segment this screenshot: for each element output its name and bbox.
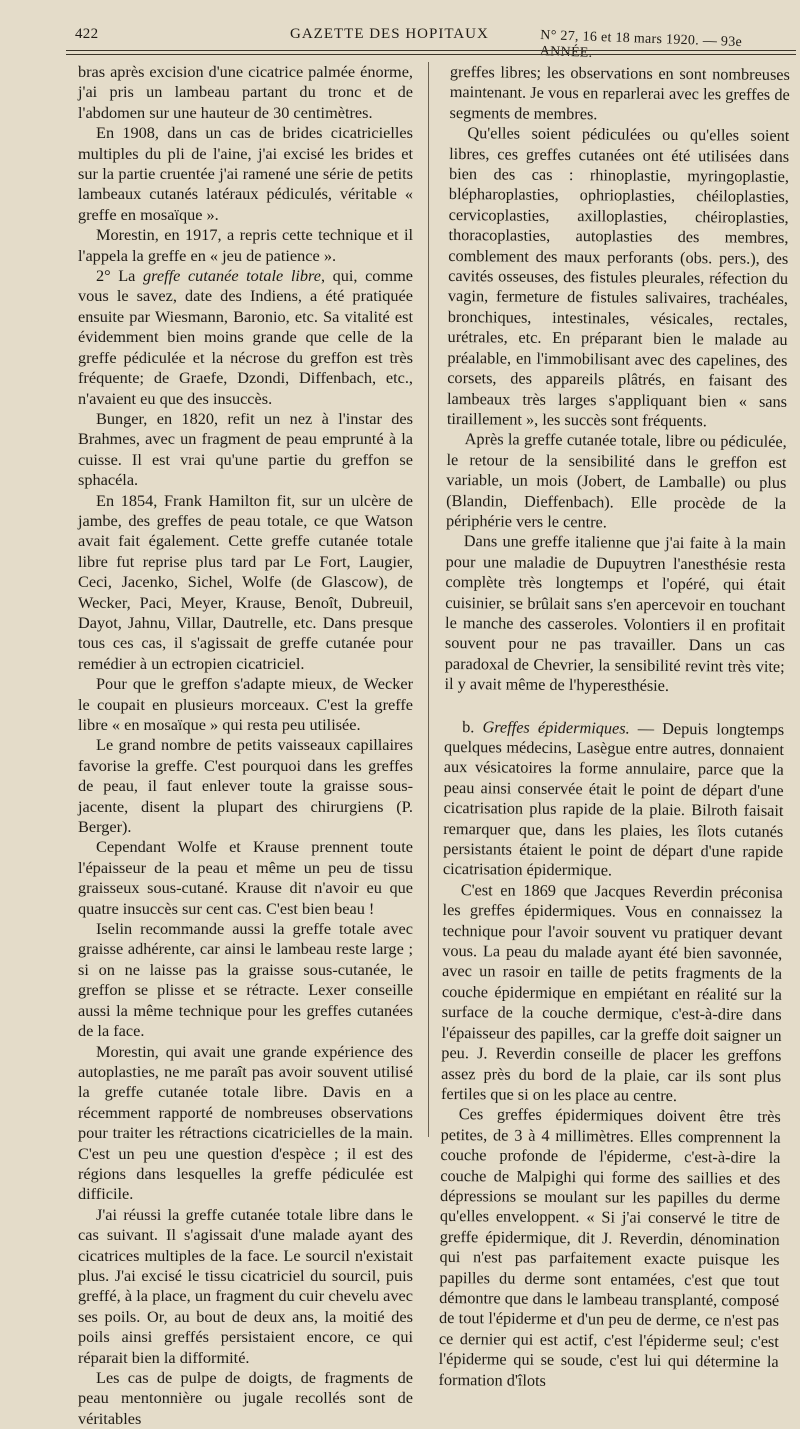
journal-title: GAZETTE DES HOPITAUX (290, 26, 489, 42)
paragraph: Dans une greffe italienne que j'ai faite à la main pour une maladie de Dupuytren l'anesthésie resta complète très longtemps et l'opéré, qui était cuisinier, se brûlait sans s'en apercevoir en touchant le manche des casseroles. Volontiers il en profitait souvent pour ne pas travailler. Dans un cas paradoxal de Chevrier, la sensibilité revint très vite; il y avait même de l'hyperesthésie. (444, 531, 786, 696)
header-rule (66, 50, 796, 51)
italic-term: greffe cutanée totale libre (143, 266, 321, 286)
right-column (438, 62, 790, 1390)
paragraph: Ces greffes épidermiques doivent être très petites, de 3 à 4 millimètres. Elles comprennent la couche profonde de l'épiderme, c'est-à-dire la couche de Malpighi qui forme des saillies et des dépressions se moulant sur les papilles du derme qu'elles enveloppent. « Si j'ai conservé le titre de greffe épidermique, dit J. Reverdin, dénomination qui n'est pas parfaitement exacte puisque les papilles du derme sont entamées, c'est que tout démontre que dans le lambeau transplanté, composé de tout l'épiderme et d'un peu de derme, ce n'est pas ce dernier qui est actif, c'est l'épiderme seul; c'est l'épiderme qui se soude, c'est lui qui détermine la formation d'îlots (438, 1104, 781, 1390)
column-divider (428, 62, 429, 1137)
paragraph: J'ai réussi la greffe cutanée totale libre dans le cas suivant. Il s'agissait d'une malade ayant des cicatrices multiples de la face. Le sourcil n'existait plus. J'ai excisé le tissu cicatriciel du sourcil, puis greffé, à la place, un fragment du cuir chevelu avec ses poils. Or, au bout de deux ans, la moitié des poils ainsi greffés persistaient encore, ce qui réparait bien la difformité. (78, 1204, 413, 1367)
page-header (70, 14, 790, 61)
page-number: 422 (75, 26, 99, 42)
header-rule-double (66, 54, 796, 55)
paragraph (78, 266, 413, 409)
paragraph-lead: b. (462, 716, 483, 736)
paragraph: Iselin recommande aussi la greffe totale avec graisse adhérente, car ainsi le lambeau reste large ; si on ne laisse pas la graisse sous-cutanée, le greffon se plisse et se rétracte. Lexer conseille aussi la même technique pour les greffes cutanées de la face. (78, 919, 413, 1041)
paragraph: Morestin, qui avait une grande expérience des autoplasties, ne me paraît pas avoir souvent utilisé la greffe cutanée totale libre. Davis en a récemment rapporté de nombreuses observations pour traiter les rétractions cicatricielles de la main. C'est un peu une question d'espèce ; il est des régions dans lesquelles la greffe pédiculée est difficile. (78, 1041, 413, 1204)
paragraph: Cependant Wolfe et Krause prennent toute l'épaisseur de la peau et même un peu de tissu graisseux sous-cutané. Krause dit n'avoir eu que quatre insuccès sur cent cas. C'est bien beau ! (78, 837, 413, 918)
paragraph: Après la greffe cutanée totale, libre ou pédiculée, le retour de la sensibilité dans le greffon est variable, un mois (Jobert, de Lamballe) ou plus (Blandin, Dieffenbach). Elle procède de la périphérie vers le centre. (445, 429, 787, 532)
paragraph: C'est en 1869 que Jacques Reverdin préconisa les greffes épidermiques. Vous en connaissez la technique pour l'avoir souvent vu pratiquer devant vous. La peau du malade ayant été bien savonnée, avec un rasoir en taille de petits fragments de la couche épidermique en empiétant en réalité sur la surface de la couche dermique, c'est-à-dire dans l'épaisseur des papilles, car la greffe doit saigner un peu. J. Reverdin conseille de placer les greffons assez près du bord de la plaie, car ils sont plus fertiles que si on les place au centre. (440, 879, 783, 1105)
paragraph: Bunger, en 1820, refit un nez à l'instar des Brahmes, avec un fragment de peau emprunté à la cuisse. Il est vrai qu'une partie du greffon se sphacéla. (78, 408, 413, 490)
paragraph: Le grand nombre de petits vaisseaux capillaires favorise la greffe. C'est pourquoi dans les greffes de peau, il faut enlever toute la graisse sous-jacente, disent la plupart des chirurgiens (P. Berger). (78, 735, 413, 837)
paragraph: Pour que le greffon s'adapte mieux, de Wecker le coupait en plusieurs morceaux. C'est la greffe libre « en mosaïque » qui resta peu utilisée. (78, 674, 413, 734)
issue-info: N° 27, 16 et 18 mars 1920. — 93e ANNÉE. (539, 28, 743, 61)
left-column (78, 62, 413, 1428)
paragraph: greffes libres; les observations en sont nombreuses maintenant. Je vous en reparlerai avec les greffes de segments de membres. (449, 62, 790, 124)
paragraph: En 1854, Frank Hamilton fit, sur un ulcère de jambe, des greffes de peau totale, ce que Watson avait fait également. Cette greffe cutanée totale libre fut reprise plus tard par Le Fort, Laugier, Ceci, Jacenko, Sichel, Wolfe (de Glascow), de Wecker, Paci, Meyer, Krause, Benoît, Dubreuil, Dayot, Jahnu, Villar, Dautrelle, etc. Dans presque tous ces cas, il s'agissait de greffe cutanée pour remédier à un ectropien cicatriciel. (78, 490, 413, 673)
paragraph-rest: — Depuis longtemps quelques médecins, Lasègue entre autres, donnaient aux vésicatoires la forme annulaire, parce que la peau ainsi conservée était le point de départ d'une cicatrisation plus rapide de la plaie. Bilroth faisait remarquer que, dans les plaies, les îlots cutanés persistants étaient le point de départ d'une rapide cicatrisation épidermique. (442, 718, 785, 880)
paragraph (443, 717, 784, 883)
paragraph: bras après excision d'une cicatrice palmée énorme, j'ai pris un lambeau partant du tronc et de l'abdomen sur une hauteur de 30 centimètres. (78, 62, 413, 122)
paragraph: En 1908, dans un cas de brides cicatricielles multiples du pli de l'aine, j'ai excisé les brides et sur la partie cruentée j'ai ramené une série de petits lambeaux cutanés latéraux pédiculés, véritable « greffe en mosaïque ». (78, 123, 413, 224)
paragraph-lead: 2° La (96, 266, 143, 286)
paragraph-rest: , qui, comme vous le savez, date des Indiens, a été pratiquée ensuite par Wiesmann, Baronio, etc. Sa vitalité est évidemment bien moins grande que celle de la greffe pédiculée et la nécrose du greffon est très fréquente; de Graefe, Dzondi, Diffenbach, etc., n'avaient eu que des insuccès. (78, 266, 413, 408)
paragraph: Les cas de pulpe de doigts, de fragments de peau mentonnière ou jugale recollés sont de véritables (78, 1368, 413, 1428)
section-heading: Greffes épidermiques. (482, 716, 630, 738)
paragraph: Qu'elles soient pédiculées ou qu'elles soient libres, ces greffes cutanées ont été utilisées dans bien des cas : rhinoplastie, myringoplastie, blépharoplasties, ophrioplasties, chéiloplasties, cervicoplasties, axilloplasties, chéiroplasties, thoracoplasties, autoplasties des membres, comblement des maux perforants (obs. pers.), des cavités osseuses, des fistules pleurales, réfection du vagin, fermeture de fistules salivaires, trachéales, bronchiques, intestinales, vésicales, rectales, urétrales, etc. En préparant bien le malade au préalable, en l'immobilisant avec des capelines, des corsets, des appareils plâtrés, en faisant des lambeaux très larges s'appliquant bien « sans tiraillement », les succès sont fréquents. (446, 123, 790, 431)
paragraph: Morestin, en 1917, a repris cette technique et il l'appela la greffe en « jeu de patience ». (78, 225, 413, 265)
